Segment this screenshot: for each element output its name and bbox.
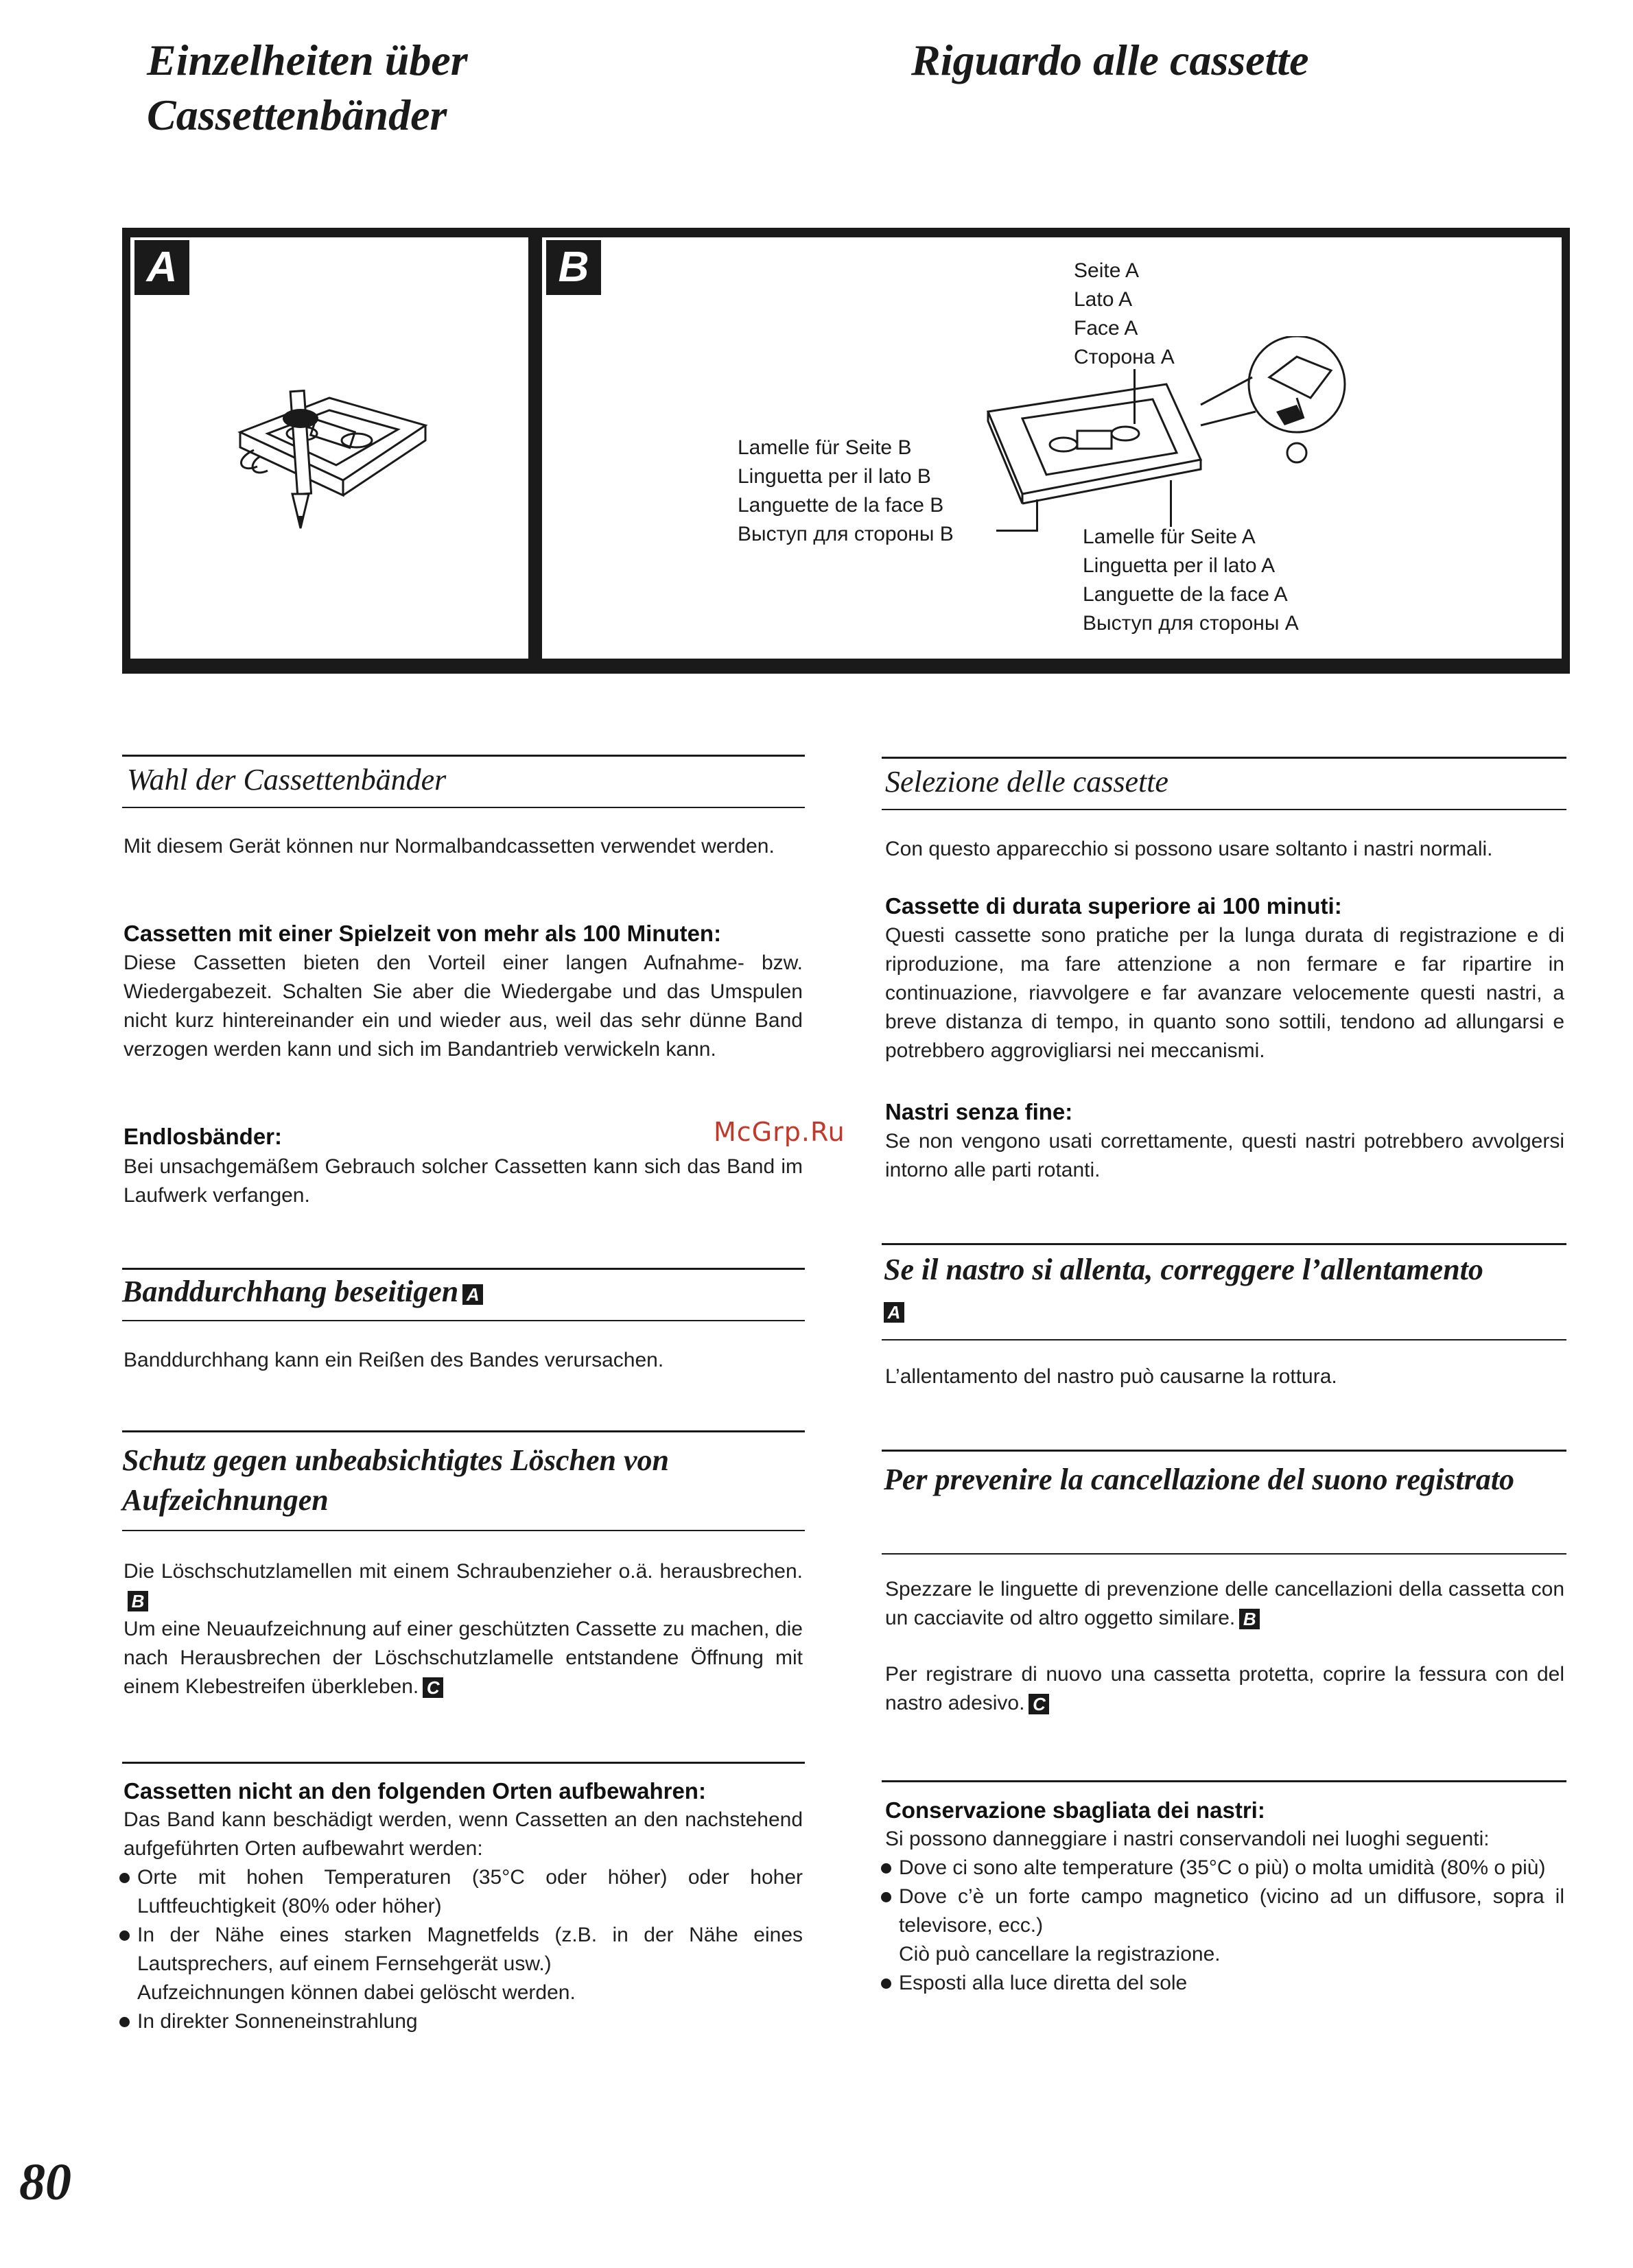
figure-ref-badge: B	[128, 1591, 148, 1611]
de-sec4-list	[118, 1863, 803, 2036]
rule-de-sec3-top	[122, 1430, 805, 1432]
list-item: Orte mit hohen Temperaturen (35°C oder höher) oder hoher Luftfeuchtigkeit (80% oder höher)	[118, 1863, 803, 1921]
rule-it-sec1-bottom	[882, 809, 1566, 810]
section-title-de-3: Schutz gegen unbeabsichtigtes Löschen von Aufzeichnungen	[122, 1443, 669, 1517]
de-sec3-para1-text: Die Löschschutzlamellen mit einem Schraubenzieher o.ä. herausbrechen.	[124, 1560, 803, 1583]
section-title-de-2	[122, 1272, 483, 1312]
title-de-line1: Einzelheiten über	[147, 36, 468, 84]
cassette-pencil-illustration	[226, 384, 432, 542]
section-title-it-1: Selezione delle cassette	[885, 765, 1168, 799]
de-sec1-subheading2: Endlosbänder:	[124, 1124, 283, 1149]
panel-b-badge: B	[546, 240, 601, 295]
de-sec1-subheading1: Cassetten mit einer Spielzeit von mehr als 100 Minuten:	[124, 921, 722, 946]
de-sec4-subheading: Cassetten nicht an den folgenden Orten aufbewahren:	[124, 1778, 706, 1804]
rule-it-sec1-top	[882, 757, 1566, 759]
it-sec3-para1-text: Spezzare le linguette di prevenzione delle cancellazioni della cassetta con un cacciavite od altro oggetto similare.	[885, 1578, 1564, 1629]
leader-tab-b	[996, 530, 1037, 532]
label-line: Seite A	[1074, 259, 1140, 282]
it-sec1-para2: Questi cassette sono pratiche per la lunga durata di registrazione e di riproduzione, ma fare attenzione a non fermare e far ripartire in continuazione, riavvolgere e far avanzare velocemente questi nastri, a breve distanza di tempo, in quanto sono sottili, tendono ad allungarsi e potrebbero aggrovigliarsi nei meccanismi.	[885, 924, 1564, 1062]
it-sec1-para1: Con questo apparecchio si possono usare soltanto i nastri normali.	[885, 838, 1493, 860]
section-title-de-1: Wahl der Cassettenbänder	[127, 763, 447, 796]
rule-it-sec2-bottom	[882, 1339, 1566, 1340]
section-title-it-2-text: Se il nastro si allenta, correggere l’allentamento	[884, 1253, 1483, 1286]
list-item	[118, 1921, 803, 2007]
de-sec4-para1: Das Band kann beschädigt werden, wenn Cassetten an den nachstehend aufgeführten Orten aufbewahrt werden:	[124, 1808, 803, 1860]
label-line: Face A	[1074, 317, 1138, 340]
label-tab-b	[738, 434, 954, 549]
figure-ref-badge: B	[1239, 1609, 1260, 1629]
it-sec1-subheading2: Nastri senza fine:	[885, 1099, 1073, 1124]
list-item-text: Dove c’è un forte campo magnetico (vicino ad un diffusore, sopra il televisore, ecc.)	[899, 1885, 1564, 1937]
label-line: Выступ для стороны A	[1083, 612, 1299, 635]
figure-ref-badge: C	[423, 1677, 443, 1698]
leader-tab-a	[1170, 480, 1172, 527]
it-sec1-para3: Se non vengono usati correttamente, questi nastri potrebbero avvolgersi intorno alle parti rotanti.	[885, 1130, 1564, 1181]
list-item: Esposti alla luce diretta del sole	[880, 1969, 1564, 1998]
it-sec4-para1: Si possono danneggiare i nastri conservandoli nei luoghi seguenti:	[885, 1828, 1490, 1850]
de-sec3-para1	[124, 1557, 803, 1615]
rule-it-sec2-top	[882, 1243, 1566, 1245]
rule-de-sec2-top	[122, 1268, 805, 1270]
page-title-italian: Riguardo alle cassette	[911, 36, 1309, 84]
rule-it-sec3-top	[882, 1450, 1566, 1452]
label-line: Languette de la face B	[738, 494, 944, 517]
de-sec1-para1: Mit diesem Gerät können nur Normalbandcassetten verwendet werden.	[124, 835, 775, 858]
leader-side-a	[1133, 369, 1136, 424]
section-title-it-3: Per prevenire la cancellazione del suono registrato	[884, 1463, 1515, 1496]
label-line: Languette de la face A	[1083, 583, 1288, 606]
rule-it-sec3-bottom	[882, 1553, 1566, 1555]
rule-de-sec3-bottom	[122, 1530, 805, 1531]
figure-ref-badge: A	[462, 1284, 483, 1305]
leader-tab-b-vert	[1036, 499, 1038, 532]
it-sec3-para2-text: Per registrare di nuovo una cassetta protetta, coprire la fessura con del nastro adesivo.	[885, 1663, 1564, 1714]
list-item	[880, 1882, 1564, 1969]
figure-ref-badge: A	[884, 1302, 904, 1323]
de-sec1-para3: Bei unsachgemäßem Gebrauch solcher Cassetten kann sich das Band im Laufwerk verfangen.	[124, 1155, 803, 1207]
label-line: Lato A	[1074, 288, 1133, 311]
rule-it-sec4-top	[882, 1780, 1566, 1782]
list-item-text: In der Nähe eines starken Magnetfelds (z.B. in der Nähe eines Lautsprechers, auf einem Fernsehgerät usw.)	[137, 1924, 803, 1975]
watermark: McGrp.Ru	[714, 1117, 845, 1147]
label-line: Linguetta per il lato A	[1083, 554, 1276, 577]
label-line: Lamelle für Seite B	[738, 436, 912, 459]
rule-de-sec1-top	[122, 755, 805, 757]
rule-de-sec4-top	[122, 1762, 805, 1764]
figure-ref-badge: C	[1029, 1694, 1049, 1714]
de-sec1-para2: Diese Cassetten bieten den Vorteil einer langen Aufnahme- bzw. Wiedergabezeit. Schalten Sie aber die Wiedergabe und das Umspulen nicht kurz hintereinander ein und wieder aus, weil das sehr dünne Band verzogen werden kann und sich im Bandantrieb verwickeln kann.	[124, 952, 803, 1061]
de-sec3-para2-text: Um eine Neuaufzeichnung auf einer geschützten Cassette zu machen, die nach Herausbrechen der Löschschutzlamelle entstandene Öffnung mit einem Klebestreifen überkleben.	[124, 1618, 803, 1698]
it-sec3-para2	[885, 1660, 1564, 1718]
section-title-it-2	[884, 1250, 1563, 1330]
de-sec2-para1: Banddurchhang kann ein Reißen des Bandes verursachen.	[124, 1349, 664, 1371]
section-title-de-2-text: Banddurchhang beseitigen	[122, 1275, 459, 1308]
label-tab-a	[1083, 523, 1299, 638]
panel-a-badge: A	[134, 240, 189, 295]
label-line: Linguetta per il lato B	[738, 465, 931, 488]
label-side-a	[1074, 257, 1175, 372]
label-line: Сторона A	[1074, 346, 1175, 368]
it-sec1-subheading1: Cassette di durata superiore ai 100 minuti:	[885, 893, 1342, 919]
it-sec2-para1: L’allentamento del nastro può causarne la rottura.	[885, 1365, 1337, 1388]
page-number: 80	[19, 2153, 71, 2211]
rule-de-sec1-bottom	[122, 807, 805, 808]
it-sec4-list	[880, 1854, 1564, 1998]
label-line: Выступ для стороны B	[738, 523, 954, 545]
title-de-line2: Cassettenbänder	[147, 91, 447, 139]
label-line: Lamelle für Seite A	[1083, 525, 1256, 548]
rule-de-sec2-bottom	[122, 1320, 805, 1321]
list-item: In direkter Sonneneinstrahlung	[118, 2007, 803, 2036]
it-sec4-subheading: Conservazione sbagliata dei nastri:	[885, 1797, 1265, 1823]
list-item-note: Aufzeichnungen können dabei gelöscht werden.	[137, 1981, 576, 2004]
list-item: Dove ci sono alte temperature (35°C o più) o molta umidità (80% o più)	[880, 1854, 1564, 1882]
de-sec3-para2	[124, 1615, 803, 1701]
list-item-note: Ciò può cancellare la registrazione.	[899, 1943, 1221, 1965]
it-sec3-para1	[885, 1575, 1564, 1633]
page-title-german	[147, 33, 468, 143]
